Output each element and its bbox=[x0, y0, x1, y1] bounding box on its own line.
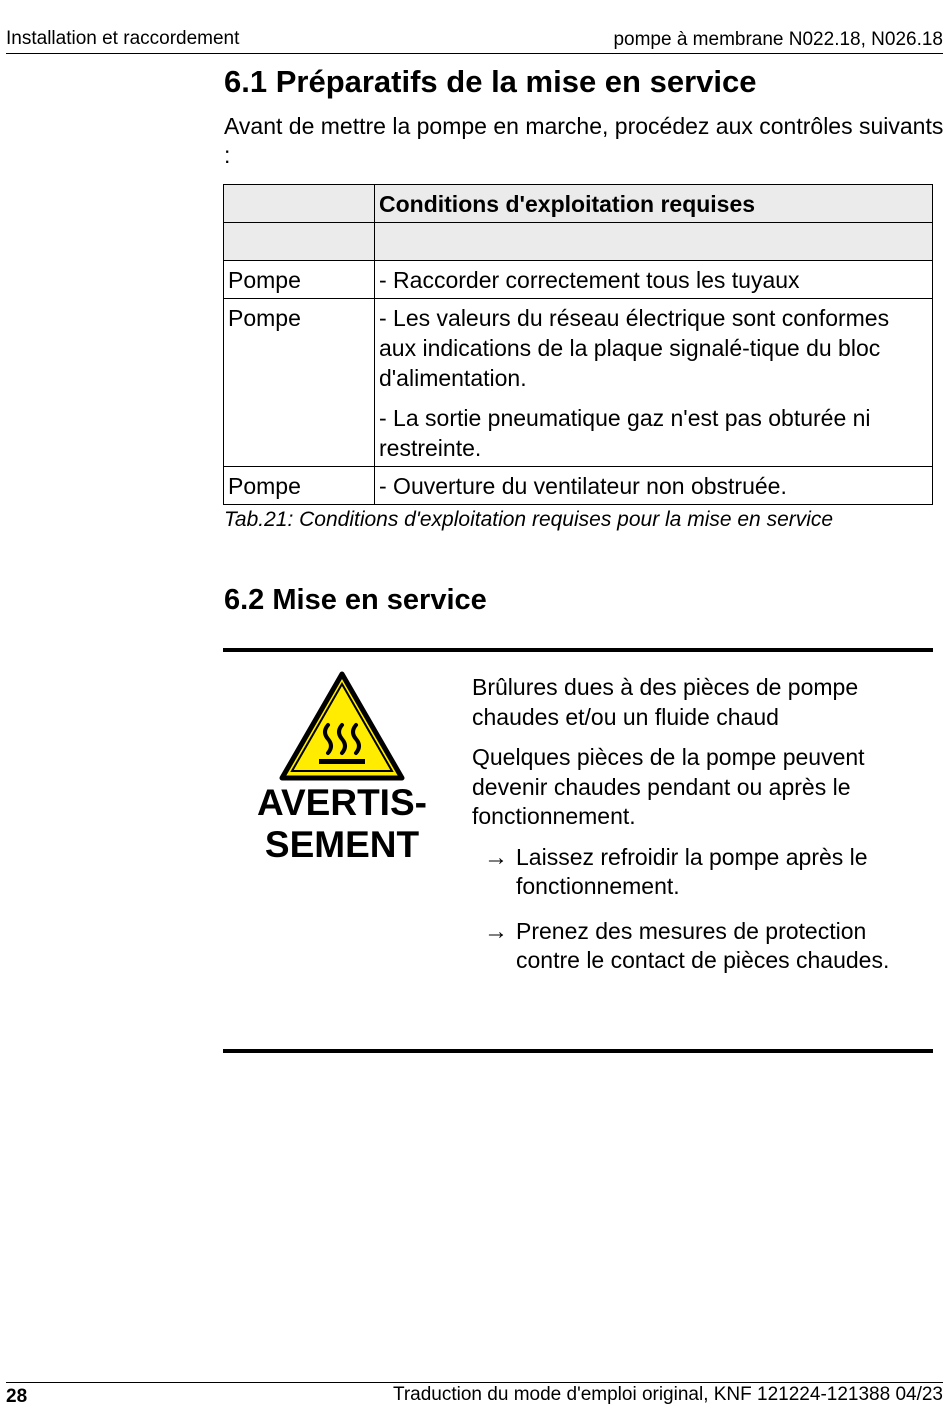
running-header-product: pompe à membrane N022.18, N026.18 bbox=[613, 29, 943, 50]
table-cell-component: Pompe bbox=[224, 467, 375, 505]
warning-step-text: Prenez des mesures de protection contre le contact de pièces chaudes. bbox=[516, 917, 890, 973]
table-spacer-row bbox=[224, 223, 933, 261]
section-6-1-heading: 6.1 Préparatifs de la mise en service bbox=[224, 64, 757, 99]
footer-text: Traduction du mode d'emploi original, KNF 121224-121388 04/23 bbox=[392, 1384, 943, 1405]
signal-word bbox=[232, 782, 452, 866]
warning-step-text: Laissez refroidir la pompe après le fonctionnement. bbox=[516, 843, 868, 899]
table-caption: Tab.21: Conditions d'exploitation requises pour la mise en service bbox=[224, 508, 834, 531]
hot-surface-warning-icon bbox=[278, 670, 406, 784]
footer-divider bbox=[6, 1382, 943, 1383]
warning-message bbox=[472, 673, 932, 991]
section-6-2-heading: 6.2 Mise en service bbox=[224, 584, 487, 616]
signal-word-line-1: AVERTIS- bbox=[257, 782, 427, 823]
warning-description: Quelques pièces de la pompe peuvent devenir chaudes pendant ou après le fonctionnement. bbox=[472, 744, 865, 829]
table-header-cell-component bbox=[224, 185, 375, 223]
section-6-1-intro: Avant de mettre la pompe en marche, procédez aux contrôles suivants : bbox=[224, 113, 944, 168]
table-cell-conditions bbox=[375, 299, 933, 467]
arrow-right-icon: → bbox=[484, 917, 508, 945]
table-cell-component: Pompe bbox=[224, 261, 375, 299]
list-item bbox=[472, 917, 932, 976]
table-cell-conditions bbox=[375, 261, 933, 299]
warning-block-top-rule bbox=[223, 648, 933, 652]
list-item bbox=[472, 843, 932, 902]
page-number: 28 bbox=[6, 1386, 28, 1407]
running-header-section: Installation et raccordement bbox=[6, 28, 240, 49]
arrow-right-icon: → bbox=[484, 843, 508, 871]
condition-text: - Les valeurs du réseau électrique sont conformes aux indications de la plaque signalé-tique du bloc d'alimentation. bbox=[379, 305, 890, 391]
header-divider bbox=[6, 53, 943, 54]
warning-block-bottom-rule bbox=[223, 1049, 933, 1053]
condition-text: - La sortie pneumatique gaz n'est pas obturée ni restreinte. bbox=[379, 405, 871, 461]
condition-text: - Ouverture du ventilateur non obstruée. bbox=[379, 473, 787, 499]
signal-word-line-2: SEMENT bbox=[264, 824, 420, 865]
operating-conditions-table bbox=[223, 184, 933, 505]
table-cell-component: Pompe bbox=[224, 299, 375, 467]
table-row bbox=[224, 261, 933, 299]
condition-text: - Raccorder correctement tous les tuyaux bbox=[379, 267, 800, 293]
table-header-row bbox=[224, 185, 933, 223]
table-cell-conditions bbox=[375, 467, 933, 505]
warning-hazard: Brûlures dues à des pièces de pompe chaudes et/ou un fluide chaud bbox=[472, 674, 859, 730]
table-row bbox=[224, 467, 933, 505]
table-header-cell-conditions: Conditions d'exploitation requises bbox=[375, 185, 933, 223]
table-row bbox=[224, 299, 933, 467]
